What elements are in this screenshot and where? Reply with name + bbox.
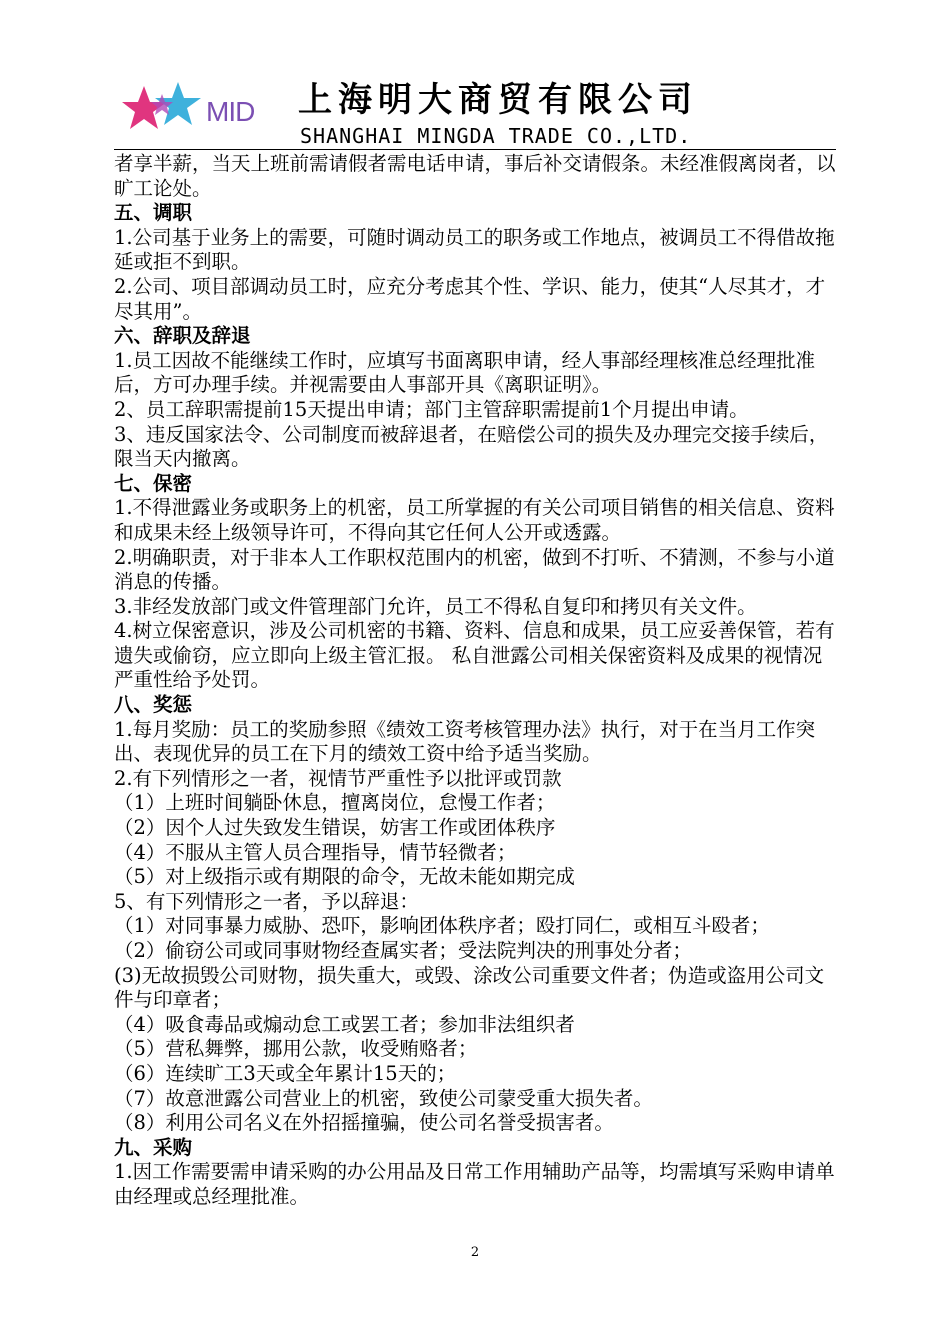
paragraph: （8）利用公司名义在外招摇撞骗，使公司名誉受损害者。 xyxy=(114,1111,614,1135)
company-name-en: SHANGHAI MINGDA TRADE CO.,LTD. xyxy=(300,124,692,148)
paragraph: 1.公司基于业务上的需要，可随时调动员工的职务或工作地点，被调员工不得借故拖延或拒不到职。 xyxy=(114,225,835,274)
section-heading: 八、奖惩 xyxy=(114,693,193,717)
paragraph: 4.树立保密意识，涉及公司机密的书籍、资料、信息和成果，员工应妥善保管，若有遗失或偷窃，应立即向上级主管汇报。 私自泄露公司相关保密资料及成果的视情况严重性给予处罚。 xyxy=(114,619,835,692)
paragraph: （5）营私舞弊，挪用公款，收受贿赂者； xyxy=(114,1037,478,1061)
paragraph: （2）因个人过失致发生错误，妨害工作或团体秩序 xyxy=(114,816,556,840)
paragraph: (3)无故损毁公司财物，损失重大，或毁、涂改公司重要文件者；伪造或盗用公司文件与印章者； xyxy=(114,963,825,1012)
paragraph: 1.每月奖励：员工的奖励参照《绩效工资考核管理办法》执行，对于在当月工作突出、表现优异的员工在下月的绩效工资中给予适当奖励。 xyxy=(114,717,816,766)
paragraph: 3.非经发放部门或文件管理部门允许，员工不得私自复印和拷贝有关文件。 xyxy=(114,594,757,618)
paragraph: （4）不服从主管人员合理指导，情节轻微者； xyxy=(114,840,517,864)
section-heading: 六、辞职及辞退 xyxy=(114,324,251,348)
paragraph: 3、违反国家法令、公司制度而被辞退者，在赔偿公司的损失及办理完交接手续后，限当天内撤离。 xyxy=(114,422,829,471)
paragraph: 1.因工作需要需申请采购的办公用品及日常工作用辅助产品等，均需填写采购申请单由经理或总经理批准。 xyxy=(114,1160,835,1208)
paragraph: 者享半薪，当天上班前需请假者需电话申请，事后补交请假条。未经准假离岗者，以旷工论处。 xyxy=(114,152,836,200)
header-divider xyxy=(114,149,836,150)
paragraph: （6）连续旷工3天或全年累计15天的； xyxy=(114,1061,457,1085)
section-heading: 七、保密 xyxy=(114,471,193,495)
section-heading: 九、采购 xyxy=(114,1135,193,1159)
paragraph: （4）吸食毒品或煽动怠工或罢工者；参加非法组织者 xyxy=(114,1012,575,1036)
section-heading: 五、调职 xyxy=(114,201,193,225)
company-name-cn: 上海明大商贸有限公司 xyxy=(298,80,698,120)
paragraph: 1.不得泄露业务或职务上的机密，员工所掌握的有关公司项目销售的相关信息、资料和成果未经上级领导许可，不得向其它任何人公开或透露。 xyxy=(114,496,835,544)
paragraph: 2.有下列情形之一者，视情节严重性予以批评或罚款 xyxy=(114,766,562,790)
paragraph: 1.员工因故不能继续工作时，应填写书面离职申请，经人事部经理核准总经理批准后，方可办理手续。并视需要由人事部开具《离职证明》。 xyxy=(114,348,816,397)
paragraph: 2.明确职责，对于非本人工作职权范围内的机密，做到不打听、不猜测，不参与小道消息的传播。 xyxy=(114,545,835,594)
page-number: 2 xyxy=(470,1245,480,1260)
paragraph: 2.公司、项目部调动员工时，应充分考虑其个性、学识、能力，使其“人尽其才，才尽其用”。 xyxy=(114,274,826,323)
paragraph: （7）故意泄露公司营业上的机密，致使公司蒙受重大损失者。 xyxy=(114,1086,653,1110)
paragraph: （1）上班时间躺卧休息，擅离岗位，怠慢工作者； xyxy=(114,791,556,815)
paragraph: （1）对同事暴力威胁、恐吓，影响团体秩序者；殴打同仁，或相互斗殴者； xyxy=(114,914,770,938)
paragraph: （5）对上级指示或有期限的命令，无故未能如期完成 xyxy=(114,865,575,889)
logo-text: MID xyxy=(206,96,255,127)
page-header xyxy=(0,0,950,150)
document-body xyxy=(114,152,840,1210)
paragraph: （2）偷窃公司或同事财物经查属实者；受法院判决的刑事处分者； xyxy=(114,939,692,962)
paragraph: 5、有下列情形之一者，予以辞退： xyxy=(114,889,419,913)
paragraph: 2、员工辞职需提前15天提出申请；部门主管辞职需提前1个月提出申请。 xyxy=(114,397,749,421)
